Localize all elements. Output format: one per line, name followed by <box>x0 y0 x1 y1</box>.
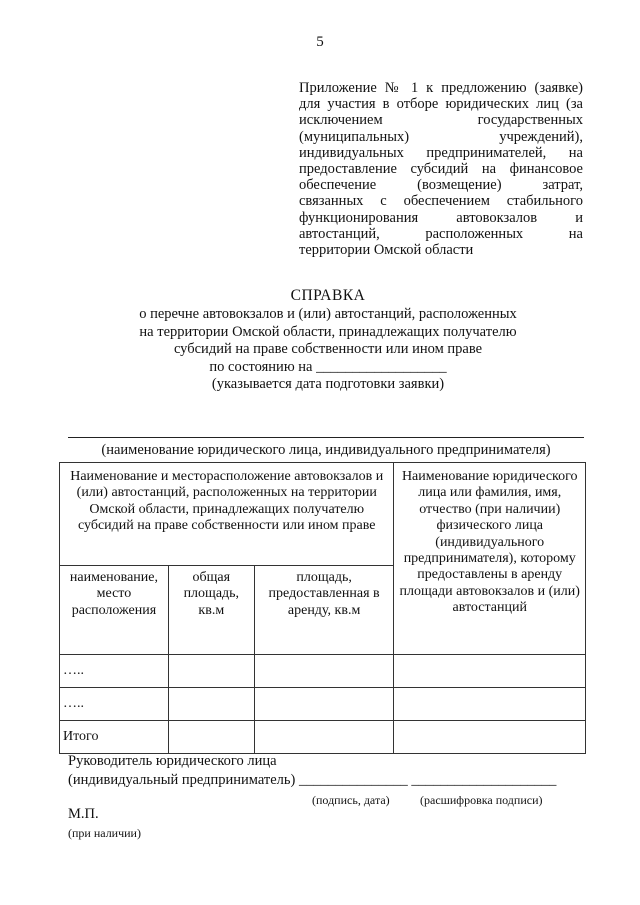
annex-line: (муниципальных) учреждений), <box>299 128 583 145</box>
document-subtitle <box>80 306 576 394</box>
subtitle-line: на территории Омской области, принадлежащих получателю <box>139 323 517 340</box>
table-cell <box>254 655 394 688</box>
lessee-header: Наименование юридического лица или фамилия, имя, отчество (при наличии) физического лица (индивидуального предпринимателя), которому предоставлены в аренду площади автовокзалов и (или) автостанций <box>394 463 586 655</box>
premises-table <box>59 462 586 754</box>
subtitle-line: о перечне автовокзалов и (или) автостанций, расположенных <box>139 306 517 322</box>
org-name-line <box>68 437 584 438</box>
annex-line: предоставление субсидий на финансовое <box>299 161 583 178</box>
annex-line: территории Омской области <box>299 242 474 259</box>
document-title: СПРАВКА <box>290 287 366 304</box>
table-row-total <box>60 721 586 754</box>
decode-caption: (расшифровка подписи) <box>420 793 543 807</box>
annex-line: Приложение № 1 к предложению (заявке) <box>299 80 583 96</box>
stamp-place: М.П. <box>68 806 99 822</box>
table-cell <box>168 688 254 721</box>
annex-header <box>299 80 583 258</box>
table-row <box>60 688 586 721</box>
table-cell <box>254 688 394 721</box>
table-cell <box>168 655 254 688</box>
column-header-name: наименование, место расположения <box>60 566 169 655</box>
signature-caption: (подпись, дата) <box>312 793 390 807</box>
column-header-leased-area: площадь, предоставленная в аренду, кв.м <box>254 566 394 655</box>
signatory-line: (индивидуальный предприниматель) _______________ ____________________ <box>68 772 557 788</box>
table-cell: ….. <box>60 688 169 721</box>
table-cell <box>254 721 394 754</box>
total-label: Итого <box>60 721 169 754</box>
annex-line: индивидуальных предпринимателей, на <box>299 144 583 161</box>
table-cell <box>394 721 586 754</box>
subtitle-line: субсидий на праве собственности или ином праве <box>173 341 483 358</box>
annex-line: исключением государственных <box>299 112 583 129</box>
annex-line: функционирования автовокзалов и <box>299 209 583 226</box>
table-cell <box>394 655 586 688</box>
annex-line: автостанций, расположенных на <box>299 225 583 242</box>
subtitle-line: по состоянию на __________________ <box>209 358 447 375</box>
stamp-note: (при наличии) <box>68 826 141 840</box>
org-name-caption: (наименование юридического лица, индивидуального предпринимателя) <box>101 442 551 458</box>
page-number: 5 <box>316 34 324 50</box>
table-cell <box>394 688 586 721</box>
table-cell <box>168 721 254 754</box>
annex-line: связанных с обеспечением стабильного <box>299 193 583 210</box>
table-row <box>60 655 586 688</box>
column-header-total-area: общая площадь, кв.м <box>168 566 254 655</box>
signatory-title: Руководитель юридического лица <box>68 753 277 769</box>
group-header: Наименование и месторасположение автовокзалов и (или) автостанций, расположенных на территории Омской области, принадлежащих получателю субсидий на праве собственности или ином праве <box>60 463 394 566</box>
table-cell: ….. <box>60 655 169 688</box>
annex-line: для участия в отборе юридических лиц (за <box>299 96 583 113</box>
subtitle-line: (указывается дата подготовки заявки) <box>211 376 445 393</box>
annex-line: обеспечение (возмещение) затрат, <box>299 177 583 194</box>
